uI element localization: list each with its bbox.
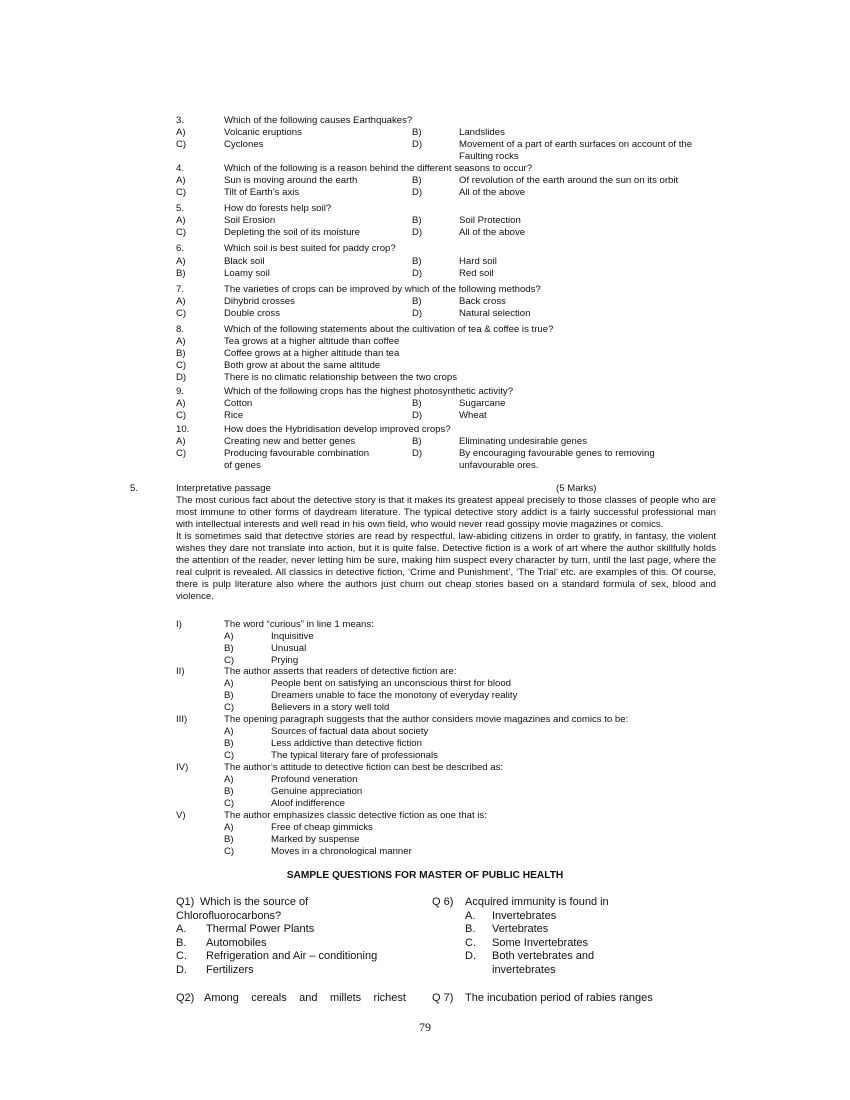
option-label: A)	[176, 336, 186, 347]
option-text: By encouraging favourable genes to removing	[459, 448, 655, 459]
option-text: Believers in a story well told	[271, 702, 390, 713]
question-text: The opening paragraph suggests that the author considers movie magazines and comics to be:	[224, 714, 629, 725]
option-text: Loamy soil	[224, 268, 270, 279]
option-text-continued: invertebrates	[492, 964, 556, 976]
option-label: B.	[176, 937, 187, 949]
option-label: B)	[412, 127, 422, 138]
question-label: Q2)	[176, 992, 195, 1004]
option-text: Thermal Power Plants	[206, 923, 315, 935]
option-label: B)	[224, 643, 234, 654]
option-text: Aloof indifference	[271, 798, 345, 809]
option-label: B)	[412, 215, 422, 226]
question-text: The author emphasizes classic detective fiction as one that is:	[224, 810, 487, 821]
question-number: 7.	[176, 284, 185, 295]
question-label: Q1)	[176, 896, 195, 908]
option-label: C.	[465, 937, 476, 949]
option-text: Profound veneration	[271, 774, 358, 785]
question-text: The author asserts that readers of detective fiction are:	[224, 666, 457, 677]
option-label: C)	[224, 750, 235, 761]
option-label: B)	[412, 436, 422, 447]
option-label: A)	[176, 215, 186, 226]
option-label: A)	[224, 774, 234, 785]
option-label: D)	[412, 448, 423, 459]
option-text: Vertebrates	[492, 923, 549, 935]
option-text: All of the above	[459, 187, 526, 198]
option-label: B)	[224, 690, 234, 701]
option-label: D)	[412, 227, 423, 238]
option-text: There is no climatic relationship between the two crops	[224, 372, 458, 383]
option-text: Back cross	[459, 296, 506, 307]
question-text: Which of the following causes Earthquakes?	[224, 115, 413, 126]
option-text: Automobiles	[206, 937, 267, 949]
option-text: Coffee grows at a higher altitude than tea	[224, 348, 400, 359]
option-text: Both grow at about the same altitude	[224, 360, 381, 371]
question-text: How does the Hybridisation develop improved crops?	[224, 424, 451, 435]
option-label: C)	[224, 702, 235, 713]
option-label: A.	[465, 910, 476, 922]
option-label: C)	[176, 360, 187, 371]
option-label: D)	[412, 187, 423, 198]
option-text: Refrigeration and Air – conditioning	[206, 950, 378, 962]
option-label: C)	[176, 448, 187, 459]
section-number: 5.	[130, 483, 139, 494]
option-text: Moves in a chronological manner	[271, 846, 412, 857]
option-text: Tilt of Earth’s axis	[224, 187, 300, 198]
option-text: The typical literary fare of professionals	[271, 750, 438, 761]
section-title: Interpretative passage	[176, 483, 271, 494]
option-text: Hard soil	[459, 256, 497, 267]
question-label: Q 6)	[432, 896, 454, 908]
section-marks: (5 Marks)	[556, 483, 597, 494]
question-number: 5.	[176, 203, 185, 214]
question-label: Q 7)	[432, 992, 454, 1004]
option-label: A)	[224, 726, 234, 737]
option-text: People bent on satisfying an unconscious thirst for blood	[271, 678, 511, 689]
option-text: Dreamers unable to face the monotony of everyday reality	[271, 690, 518, 701]
option-text: Inquisitive	[271, 631, 314, 642]
option-label: D.	[176, 964, 187, 976]
option-label: B)	[412, 256, 422, 267]
option-label: D)	[412, 268, 423, 279]
question-text: Which of the following crops has the highest photosynthetic activity?	[224, 386, 514, 397]
option-text: Sun is moving around the earth	[224, 175, 358, 186]
option-label: C)	[176, 227, 187, 238]
question-number: 6.	[176, 243, 185, 254]
option-label: B)	[224, 786, 234, 797]
option-label: B)	[224, 738, 234, 749]
page-number: 79	[419, 1020, 431, 1034]
option-text: Of revolution of the earth around the sun on its orbit	[459, 175, 679, 186]
option-text: Some Invertebrates	[492, 937, 588, 949]
option-label: A)	[176, 256, 186, 267]
question-text: Which of the following statements about the cultivation of tea & coffee is true?	[224, 324, 554, 335]
option-label: D)	[412, 308, 423, 319]
question-number: 10.	[176, 424, 190, 435]
question-number: III)	[176, 714, 188, 725]
option-text: Sources of factual data about society	[271, 726, 429, 737]
question-number: 8.	[176, 324, 185, 335]
option-text: Red soil	[459, 268, 494, 279]
word: cereals	[251, 992, 287, 1004]
question-text: Which of the following is a reason behind the different seasons to occur?	[224, 163, 533, 174]
passage-text	[176, 495, 716, 603]
passage-paragraph-2: It is sometimes said that detective stories are read by respectful, law-abiding citizens in order to gratify, in fantasy, the violent wishes they dare not translate into action, but it is quite false. Detective fiction is a work of art where the author skillfully holds the attention of the reader, never letting him be sure, making him suspect every character by turn, until the last page, where the real culprit is revealed. All classics in detective fiction, ‘Crime and Punishment’, ‘The Trial’ etc. are examples of this. Of course, there is pulp literature also where the authors just churn out cheap stories based on a standard formula of sex, blood and violence.	[176, 531, 716, 602]
question-text: How do forests help soil?	[224, 203, 332, 214]
option-text: Dihybrid crosses	[224, 296, 295, 307]
question-text: The incubation period of rabies ranges	[465, 992, 653, 1004]
question-text: The word “curious” in line 1 means:	[224, 619, 374, 630]
question-number: II)	[176, 666, 185, 677]
question-number: V)	[176, 810, 186, 821]
question-text: The author’s attitude to detective fiction can best be described as:	[224, 762, 504, 773]
option-label: A)	[176, 398, 186, 409]
option-label: C)	[224, 846, 235, 857]
option-label: C.	[176, 950, 187, 962]
option-label: A)	[176, 175, 186, 186]
option-text: Wheat	[459, 410, 487, 421]
question-number: I)	[176, 619, 182, 630]
option-label: C)	[176, 410, 187, 421]
option-label: A)	[224, 822, 234, 833]
option-label: D.	[465, 950, 476, 962]
question-number: 3.	[176, 115, 185, 126]
option-label: B)	[176, 348, 186, 359]
option-label: A.	[176, 923, 187, 935]
option-label: B)	[224, 834, 234, 845]
option-text: Soil Protection	[459, 215, 521, 226]
option-text-continued: Faulting rocks	[459, 151, 519, 162]
option-text: Both vertebrates and	[492, 950, 595, 962]
question-text-continued: Chlorofluorocarbons?	[176, 910, 282, 922]
option-text: Cotton	[224, 398, 253, 409]
option-label: A)	[176, 296, 186, 307]
option-label: C)	[176, 187, 187, 198]
option-label: A)	[224, 631, 234, 642]
option-label: C)	[224, 655, 235, 666]
option-text: Tea grows at a higher altitude than coffee	[224, 336, 400, 347]
option-text: Rice	[224, 410, 244, 421]
option-text-continued: unfavourable ores.	[459, 460, 539, 471]
word: richest	[373, 992, 406, 1004]
option-text-continued: of genes	[224, 460, 261, 471]
option-text: Free of cheap gimmicks	[271, 822, 373, 833]
question-number: 4.	[176, 163, 185, 174]
option-text: Marked by suspense	[271, 834, 360, 845]
option-text: Producing favourable combination	[224, 448, 370, 459]
question-number: IV)	[176, 762, 189, 773]
option-text: Landslides	[459, 127, 505, 138]
option-label: C)	[224, 798, 235, 809]
option-label: A)	[224, 678, 234, 689]
passage-paragraph-1: The most curious fact about the detective story is that it makes its greatest appeal precisely to those classes of people who are most immune to other forms of daydream literature. The typical detective story addict is a fairly successful professional man with intellectual interests and well read in his own field, who would never read gossipy movie magazines or comics.	[176, 495, 716, 530]
option-text: Unusual	[271, 643, 307, 654]
option-text: Volcanic eruptions	[224, 127, 302, 138]
word: and	[299, 992, 318, 1004]
option-text: Double cross	[224, 308, 280, 319]
option-label: B)	[412, 296, 422, 307]
question-text: The varieties of crops can be improved by which of the following methods?	[224, 284, 541, 295]
option-text: Natural selection	[459, 308, 531, 319]
question-text: Which is the source of	[200, 896, 309, 908]
question-text: Which soil is best suited for paddy crop?	[224, 243, 396, 254]
option-text: Black soil	[224, 256, 265, 267]
option-text: Creating new and better genes	[224, 436, 356, 447]
option-text: Sugarcane	[459, 398, 506, 409]
option-text: Movement of a part of earth surfaces on account of the	[459, 139, 693, 150]
question-text: Acquired immunity is found in	[465, 896, 609, 908]
option-text: Invertebrates	[492, 910, 557, 922]
option-label: B.	[465, 923, 476, 935]
option-text: Depleting the soil of its moisture	[224, 227, 360, 238]
option-text: Prying	[271, 655, 299, 666]
option-label: B)	[176, 268, 186, 279]
option-label: C)	[176, 308, 187, 319]
option-label: A)	[176, 436, 186, 447]
option-label: C)	[176, 139, 187, 150]
option-label: D)	[412, 410, 423, 421]
option-text: Cyclones	[224, 139, 264, 150]
section-heading: SAMPLE QUESTIONS FOR MASTER OF PUBLIC HEALTH	[286, 870, 564, 881]
option-text: Soil Erosion	[224, 215, 276, 226]
option-label: D)	[176, 372, 187, 383]
question-number: 9.	[176, 386, 185, 397]
question-text	[204, 992, 406, 1006]
option-label: A)	[176, 127, 186, 138]
option-text: Genuine appreciation	[271, 786, 363, 797]
option-label: D)	[412, 139, 423, 150]
word: millets	[329, 992, 362, 1004]
word: Among	[204, 992, 239, 1004]
option-text: All of the above	[459, 227, 526, 238]
option-text: Less addictive than detective fiction	[271, 738, 422, 749]
option-label: B)	[412, 398, 422, 409]
option-label: B)	[412, 175, 422, 186]
option-text: Eliminating undesirable genes	[459, 436, 587, 447]
option-text: Fertilizers	[206, 964, 254, 976]
